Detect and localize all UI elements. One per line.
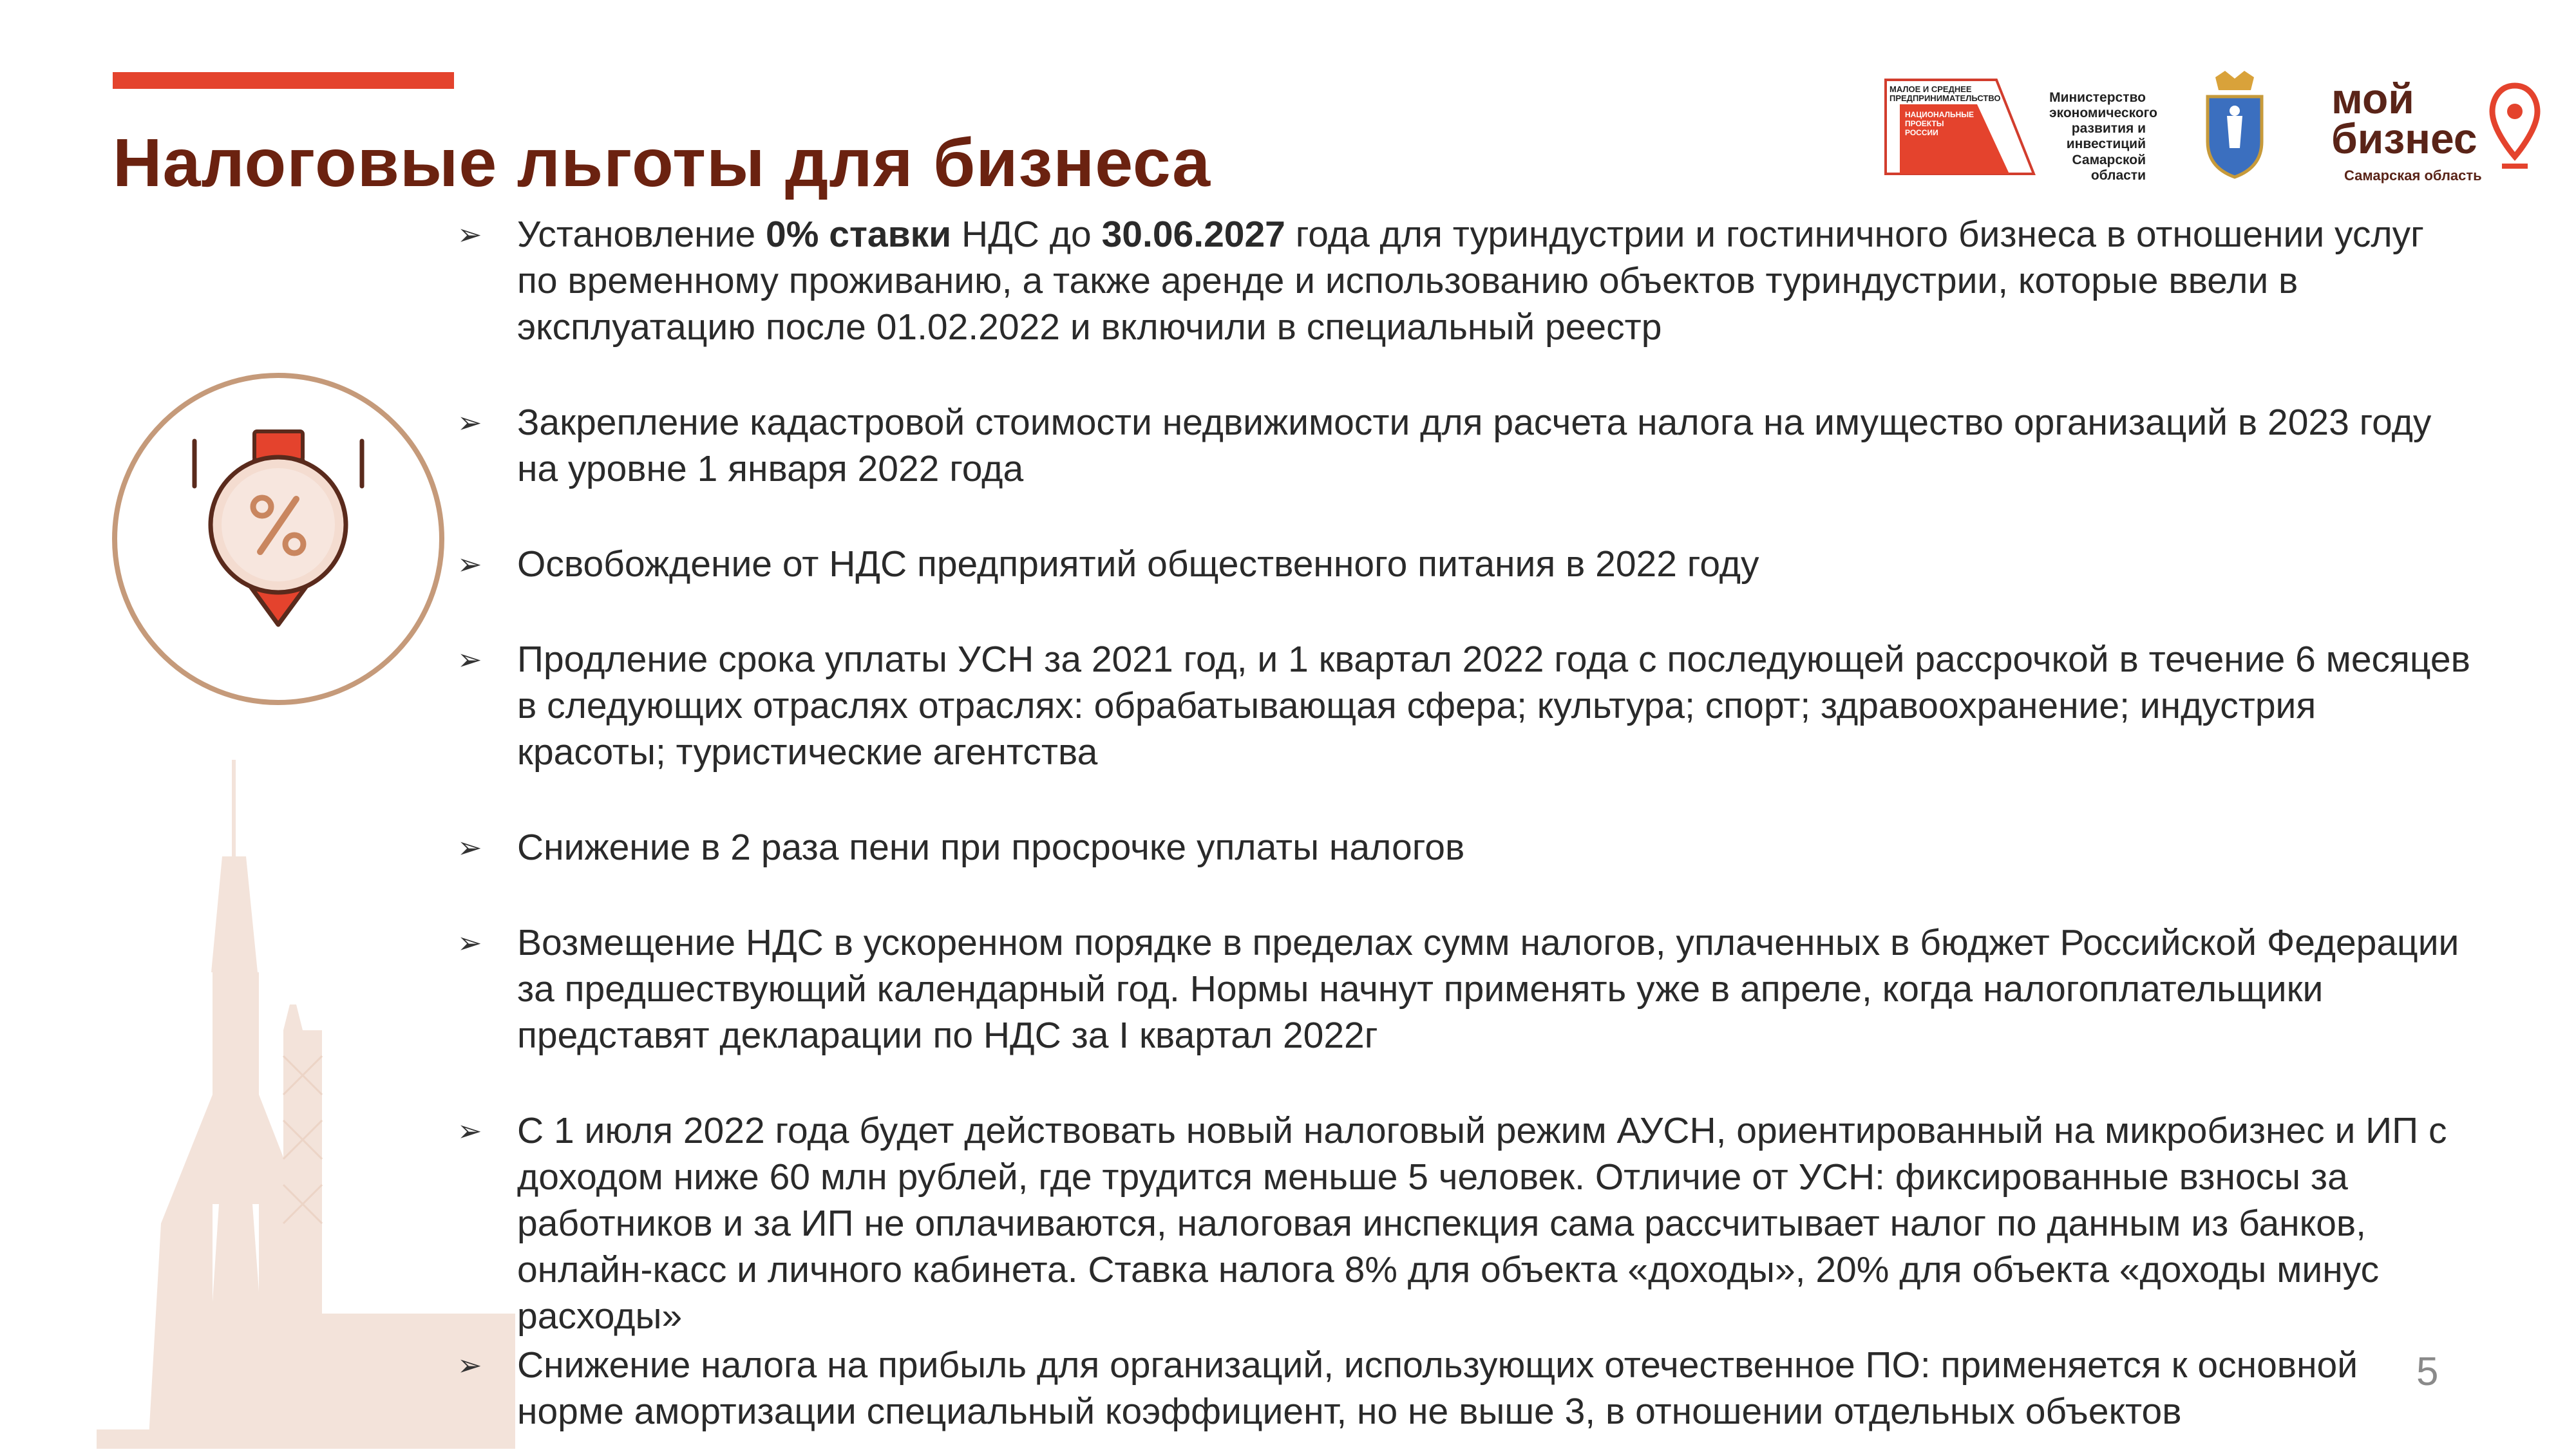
national-projects-top-text: МАЛОЕ И СРЕДНЕЕ ПРЕДПРИНИМАТЕЛЬСТВО <box>1889 84 2001 104</box>
list-item-text: работников и за ИП не оплачиваются, налоговая инспекция сама рассчитывает налог по данным из банков, <box>517 1203 2367 1244</box>
list-item-text: норме амортизации специальный коэффициент, но не выше 3, в отношении отдельных объектов <box>517 1391 2182 1432</box>
bold-text: 0% ставки <box>766 214 952 255</box>
list-item-text: представят декларации по НДС за I квартал 2022г <box>517 1015 1378 1056</box>
list-item-text: в следующих отраслях отраслях: обрабатывающая сфера; культура; спорт; здравоохранение; индустрия <box>517 685 2316 726</box>
list-item-text: расходы» <box>517 1296 683 1337</box>
list-item-text: Возмещение НДС в ускоренном порядке в пределах сумм налогов, уплаченных в бюджет Российской Федерации <box>517 922 2459 963</box>
list-item-text: Установление <box>517 214 766 255</box>
bullet-arrow-icon: ➢ <box>457 547 482 581</box>
list-item-text: Снижение налога на прибыль для организаций, использующих отечественное ПО: применяется к основной <box>517 1344 2358 1386</box>
bullet-arrow-icon: ➢ <box>457 926 482 959</box>
list-item-text: Снижение в 2 раза пени при просрочке уплаты налогов <box>517 827 1465 868</box>
list-item <box>457 1108 2544 1339</box>
bullet-arrow-icon: ➢ <box>457 831 482 864</box>
samara-crest-icon <box>2202 71 2267 180</box>
accent-bar <box>113 72 454 89</box>
list-item-text: на уровне 1 января 2022 года <box>517 448 1024 489</box>
bullet-arrow-icon: ➢ <box>457 1114 482 1147</box>
list-item-text: НДС до <box>951 214 1102 255</box>
location-pin-icon <box>2489 82 2541 179</box>
list-item <box>457 211 2544 350</box>
moy-biznes-word1: мой <box>2331 75 2414 122</box>
list-item-text: Освобождение от НДС предприятий общественного питания в 2022 году <box>517 543 1759 585</box>
list-item <box>457 541 2544 587</box>
benefits-list <box>457 211 2544 1435</box>
moy-biznes-region: Самарская область <box>2344 167 2482 184</box>
national-projects-logo <box>1880 77 2038 177</box>
bullet-arrow-icon: ➢ <box>457 1348 482 1382</box>
bold-text: 30.06.2027 <box>1101 214 1285 255</box>
list-item <box>457 399 2544 492</box>
bullet-arrow-icon: ➢ <box>457 643 482 676</box>
list-item-text: С 1 июля 2022 года будет действовать новый налоговый режим АУСН, ориентированный на микробизнес и ИП с <box>517 1110 2447 1151</box>
bullet-arrow-icon: ➢ <box>457 406 482 439</box>
page-number: 5 <box>2416 1350 2439 1394</box>
list-item-text: Продление срока уплаты УСН за 2021 год, и 1 квартал 2022 года с последующей рассрочкой в течение 6 месяцев <box>517 639 2470 680</box>
moy-biznes-logo <box>2331 77 2544 187</box>
national-projects-mark-text: НАЦИОНАЛЬНЫЕ ПРОЕКТЫ РОССИИ <box>1905 110 1974 137</box>
list-item-text: эксплуатацию после 01.02.2022 и включили в специальный реестр <box>517 306 1662 348</box>
list-item <box>457 1342 2544 1435</box>
ministry-logo-text: Министерство экономического развития и инвестиций Самарской области <box>2049 90 2157 183</box>
list-item-text: года для туриндустрии и гостиничного бизнеса в отношении услуг <box>1285 214 2424 255</box>
list-item <box>457 824 2544 871</box>
list-item-text: красоты; туристические агентства <box>517 731 1098 773</box>
percent-down-arrow-icon <box>109 370 448 708</box>
list-item-text: за предшествующий календарный год. Нормы начнут применять уже в апреле, когда налогоплательщики <box>517 968 2324 1010</box>
list-item-text: доходом ниже 60 млн рублей, где трудится меньше 5 человек. Отличие от УСН: фиксированные взносы за <box>517 1156 2348 1198</box>
rocket-illustration <box>97 760 515 1449</box>
moy-biznes-word2: бизнес <box>2331 115 2477 162</box>
page-title: Налоговые льготы для бизнеса <box>113 125 1211 201</box>
bullet-arrow-icon: ➢ <box>457 218 482 251</box>
list-item <box>457 919 2544 1059</box>
list-item-text: онлайн-касс и личного кабинета. Ставка налога 8% для объекта «доходы», 20% для объекта «доходы минус <box>517 1249 2380 1290</box>
list-item-text: по временному проживанию, а также аренде и использованию объектов туриндустрии, которые ввели в <box>517 260 2298 301</box>
logo-group <box>1868 71 2550 187</box>
list-item <box>457 636 2544 775</box>
list-item-text: Закрепление кадастровой стоимости недвижимости для расчета налога на имущество организаций в 2023 году <box>517 402 2432 443</box>
